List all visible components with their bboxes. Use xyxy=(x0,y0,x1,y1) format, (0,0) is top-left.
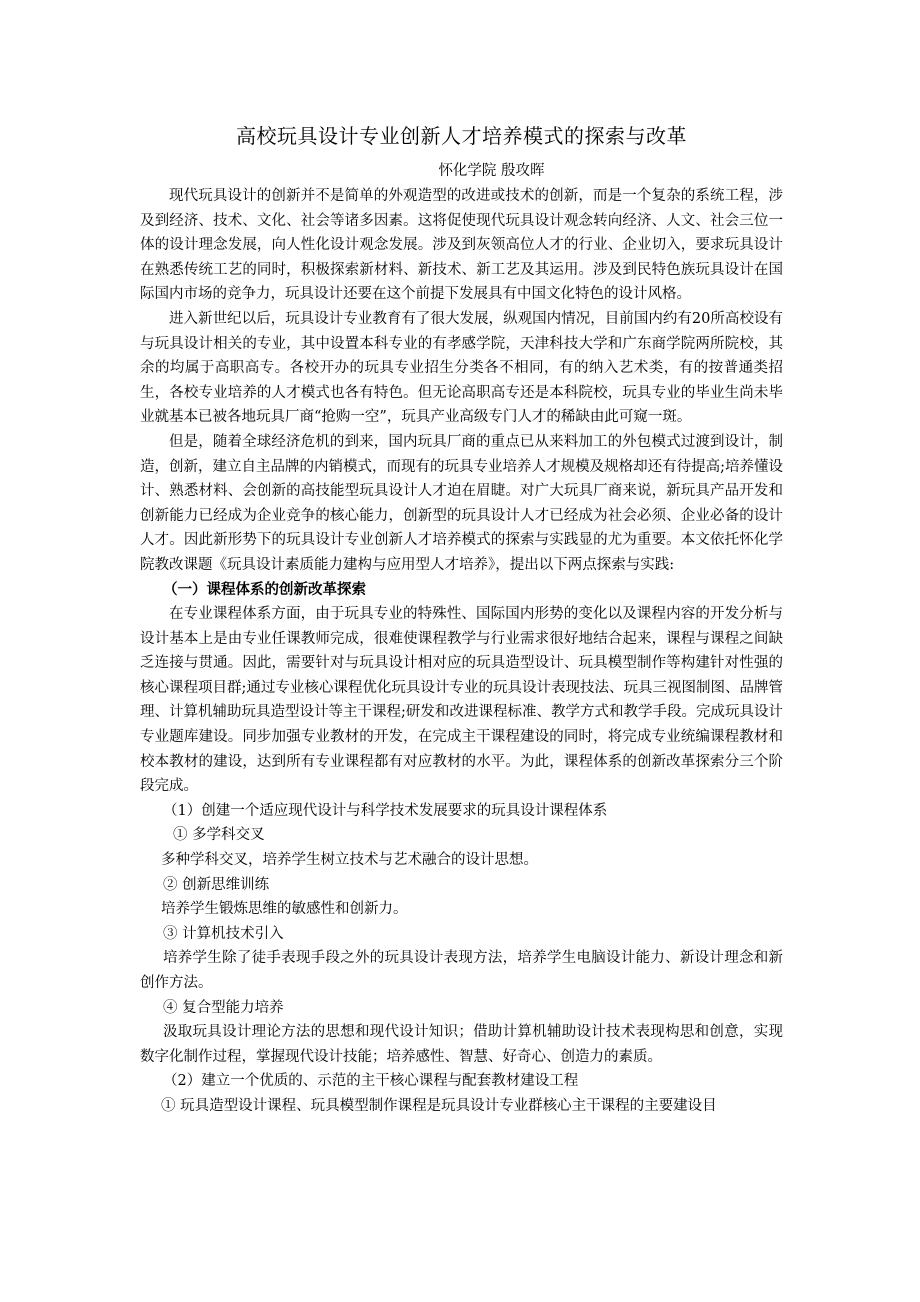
list-item-2: （2）建立一个优质的、示范的主干核心课程与配套教材建设工程 xyxy=(163,1073,579,1090)
paragraph-1: 现代玩具设计的创新并不是简单的外观造型的改进或技术的创新，而是一个复杂的系统工程，涉及到经济、技术、文化、社会等诸多因素。这将促使现代玩具设计观念转向经济、人文、社会三位一体的设计理念发展，向人性化设计观念发展。涉及到灰领高位人才的行业、企业切入，要求玩具设计在熟悉传统工艺的同时，积极探索新材料、新技术、新工艺及其运用。涉及到民特色族玩具设计在国际国内市场的竞争力，玩具设计还要在这个前提下发展具有中国文化特色的设计风格。 xyxy=(140,188,783,303)
sub-item-3-text: 培养学生除了徒手表现手段之外的玩具设计表现方法，培养学生电脑设计能力、新设计理念和新创作方法。 xyxy=(140,950,783,991)
sub-item-2-title: ② 创新思维训练 xyxy=(163,876,270,893)
paragraph-2: 进入新世纪以后，玩具设计专业教育有了很大发展，纵观国内情况，目前国内约有20所高校设有与玩具设计相关的专业，其中设置本科专业的有孝感学院，天津科技大学和广东商学院两所院校，其余的均属于高职高专。各校开办的玩具专业招生分类各不相同，有的纳入艺术类，有的按普通类招生，各校专业培养的人才模式也各有特色。但无论高职高专还是本科院校，玩具专业的毕业生尚未毕业就基本已被各地玩具厂商“抢购一空”，玩具产业高级专门人才的稀缺由此可窥一斑。 xyxy=(140,310,783,426)
document-title: 高校玩具设计专业创新人才培养模式的探索与改革 xyxy=(236,124,687,148)
paragraph-4: 在专业课程体系方面，由于玩具专业的特殊性、国际国内形势的变化以及课程内容的开发分析与设计基本上是由专业任课教师完成，很难使课程教学与行业需求很好地结合起来，课程与课程之间缺乏连接与贯通。因此，需要针对与玩具设计相对应的玩具造型设计、玩具模型制作等构建针对性强的核心课程项目群;通过专业核心课程优化玩具设计专业的玩具设计表现技法、玩具三视图制图、品牌管理、计算机辅助玩具造型设计等主干课程;研发和改进课程标准、教学方式和教学手段。完成玩具设计专业题库建设。同步加强专业教材的开发，在完成主干课程建设的同时，将完成专业统编课程教材和校本教材的建设，达到所有专业课程都有对应教材的水平。为此，课程体系的创新改革探索分三个阶段完成。 xyxy=(140,606,783,795)
section-heading: （一）课程体系的创新改革探索 xyxy=(163,580,366,598)
paragraph-3: 但是，随着全球经济危机的到来，国内玩具厂商的重点已从来料加工的外包模式过渡到设计，制造，创新，建立自主品牌的内销模式，而现有的玩具专业培养人才规模及规格却还有待提高;培养懂设计、熟悉材料、会创新的高技能型玩具设计人才迫在眉睫。对广大玩具厂商来说，新玩具产品开发和创新能力已经成为企业竞争的核心能力，创新型的玩具设计人才已经成为社会必须、企业必备的设计人才。因此新形势下的玩具设计专业创新人才培养模式的探索与实践显的尤为重要。本文依托怀化学院教改课题《玩具设计素质能力建构与应用型人才培养》，提出以下两点探索与实践: xyxy=(140,433,783,573)
sub-item-4-title: ④ 复合型能力培养 xyxy=(163,999,284,1016)
sub-item-4-text: 汲取玩具设计理论方法的思想和现代设计知识；借助计算机辅助设计技术表现构思和创意，实现数字化制作过程，掌握现代设计技能；培养感性、智慧、好奇心、创造力的素质。 xyxy=(140,1024,783,1065)
sub-item-1-text: 多种学科交叉，培养学生树立技术与艺术融合的设计思想。 xyxy=(161,852,538,869)
sub-item-3-title: ③ 计算机技术引入 xyxy=(163,925,284,942)
list-item-1: （1）创建一个适应现代设计与科学技术发展要求的玩具设计课程体系 xyxy=(163,802,608,819)
document-page xyxy=(140,122,783,1119)
sub-item-2-text: 培养学生锻炼思维的敏感性和创新力。 xyxy=(161,901,408,918)
sub-item-1-title: ① 多学科交叉 xyxy=(173,827,265,844)
author-line: 怀化学院 殷攻晖 xyxy=(438,163,545,179)
list-item-2-sub-1: ① 玩具造型设计课程、玩具模型制作课程是玩具设计专业群核心主干课程的主要建设目 xyxy=(161,1097,717,1114)
